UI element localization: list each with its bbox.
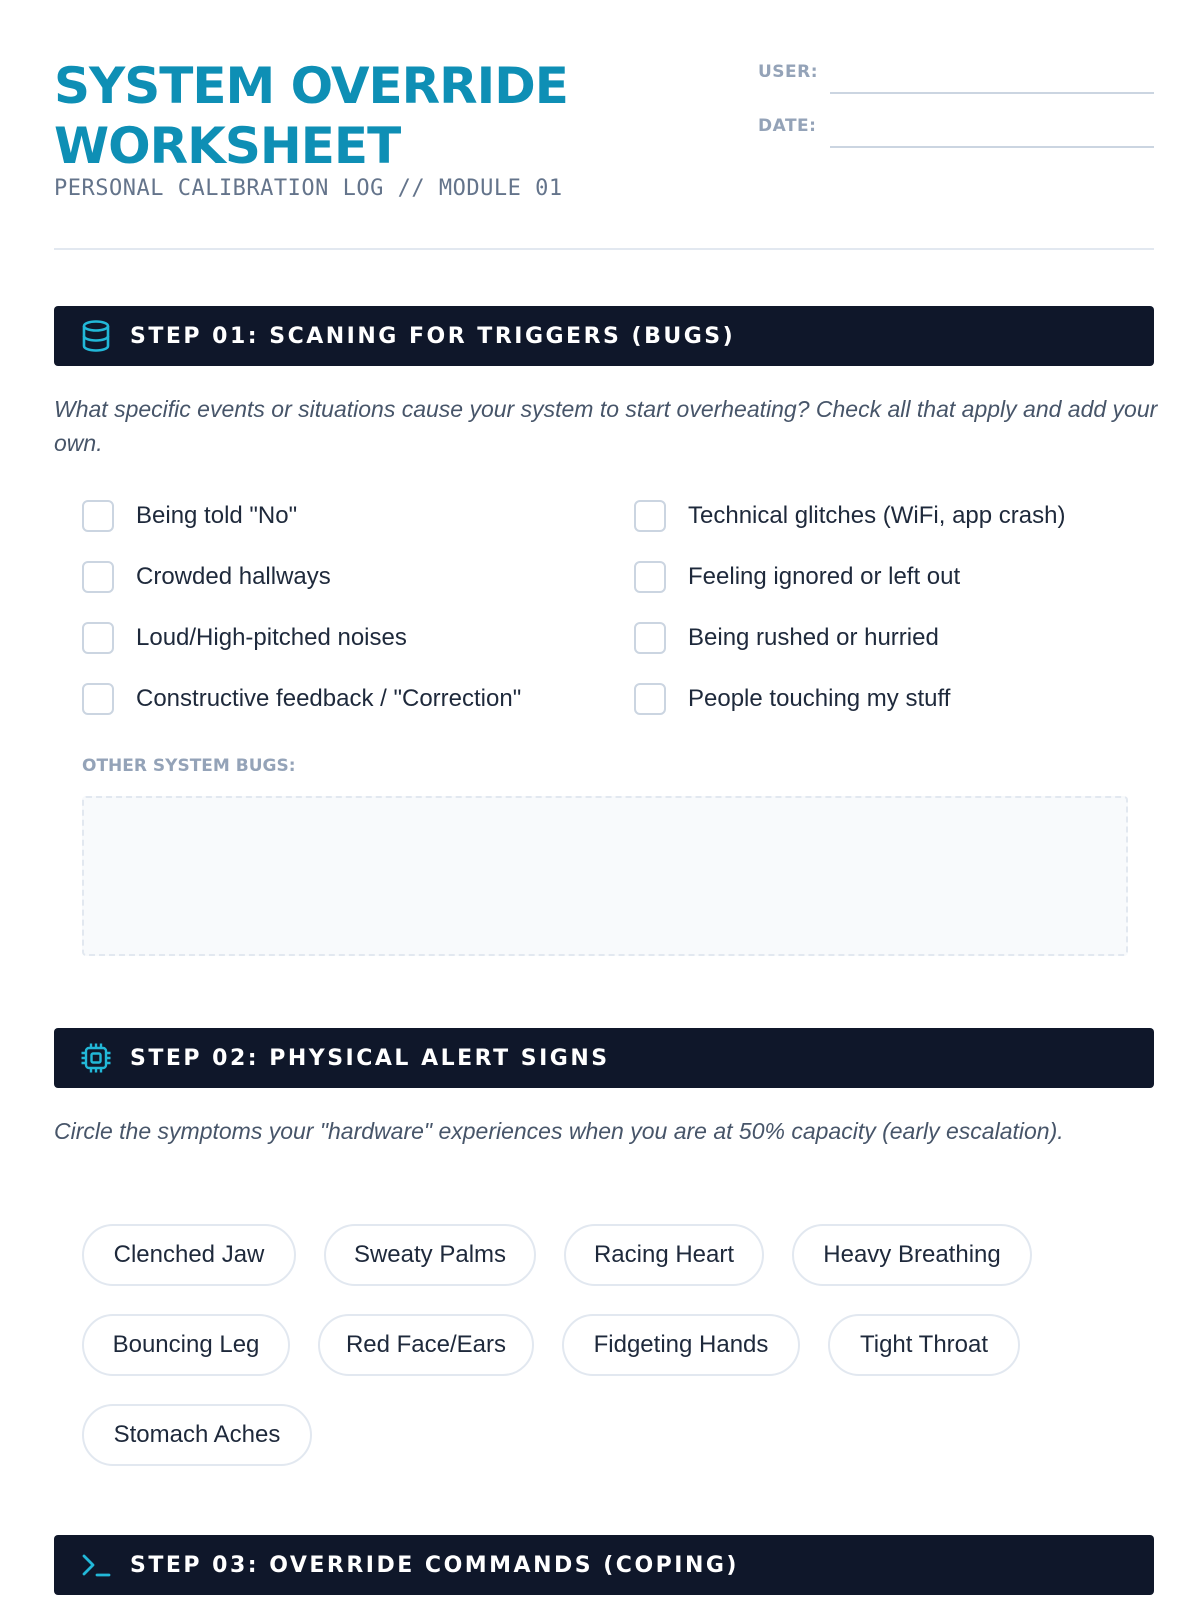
trigger-item[interactable] (634, 620, 939, 656)
page-subtitle: PERSONAL CALIBRATION LOG // MODULE 01 (54, 176, 563, 201)
checkbox[interactable] (82, 500, 114, 532)
trigger-label: Being rushed or hurried (688, 624, 939, 651)
trigger-item[interactable] (82, 498, 297, 534)
checkbox[interactable] (82, 622, 114, 654)
checkbox[interactable] (634, 622, 666, 654)
user-field[interactable] (830, 92, 1154, 94)
step-03-header (54, 1535, 1154, 1595)
trigger-label: Technical glitches (WiFi, app crash) (688, 502, 1066, 529)
checkbox[interactable] (634, 561, 666, 593)
worksheet-header (54, 56, 1154, 252)
other-bugs-input[interactable] (82, 796, 1128, 956)
step-01-description: What specific events or situations cause your system to start overheating? Check all that apply and add your own. (54, 396, 1158, 456)
checkbox[interactable] (634, 500, 666, 532)
step-03-title: STEP 03: OVERRIDE COMMANDS (COPING) (130, 1552, 739, 1578)
trigger-item[interactable] (82, 681, 521, 717)
step-02-title: STEP 02: PHYSICAL ALERT SIGNS (130, 1045, 610, 1071)
date-row (758, 110, 1154, 164)
header-divider (54, 248, 1154, 250)
trigger-label: Loud/High-pitched noises (136, 624, 407, 651)
trigger-label: Being told "No" (136, 502, 298, 529)
symptom-pill[interactable]: Racing Heart (564, 1224, 764, 1286)
checkbox[interactable] (82, 561, 114, 593)
other-bugs-label: OTHER SYSTEM BUGS: (82, 756, 296, 776)
checkbox[interactable] (82, 683, 114, 715)
user-row (758, 56, 1154, 110)
checkbox[interactable] (634, 683, 666, 715)
trigger-label: People touching my stuff (688, 685, 951, 712)
trigger-item[interactable] (82, 620, 407, 656)
trigger-item[interactable] (634, 498, 1065, 534)
trigger-item[interactable] (634, 681, 950, 717)
step-02-description: Circle the symptoms your "hardware" experiences when you are at 50% capacity (early escalation). (54, 1118, 1064, 1144)
symptom-pill[interactable]: Heavy Breathing (792, 1224, 1032, 1286)
symptom-pill[interactable]: Fidgeting Hands (562, 1314, 800, 1376)
trigger-item[interactable] (634, 559, 960, 595)
symptom-pill[interactable]: Sweaty Palms (324, 1224, 536, 1286)
terminal-icon (80, 1549, 112, 1581)
cpu-chip-icon (80, 1042, 112, 1074)
symptom-pill[interactable]: Clenched Jaw (82, 1224, 296, 1286)
symptom-pill[interactable]: Bouncing Leg (82, 1314, 290, 1376)
user-label: USER: (758, 62, 819, 82)
step-01-title: STEP 01: SCANING FOR TRIGGERS (BUGS) (130, 323, 736, 349)
step-02-header (54, 1028, 1154, 1088)
symptom-pill[interactable]: Stomach Aches (82, 1404, 312, 1466)
database-icon (80, 320, 112, 352)
meta-fields (758, 56, 1154, 164)
date-label: DATE: (758, 116, 817, 136)
trigger-label: Crowded hallways (136, 563, 331, 590)
trigger-label: Feeling ignored or left out (688, 563, 961, 590)
symptom-pill[interactable]: Red Face/Ears (318, 1314, 534, 1376)
page-title: SYSTEM OVERRIDE WORKSHEET (54, 57, 568, 175)
trigger-item[interactable] (82, 559, 331, 595)
trigger-label: Constructive feedback / "Correction" (136, 685, 522, 712)
symptom-pill[interactable]: Tight Throat (828, 1314, 1020, 1376)
step-01-header (54, 306, 1154, 366)
date-field[interactable] (830, 146, 1154, 148)
